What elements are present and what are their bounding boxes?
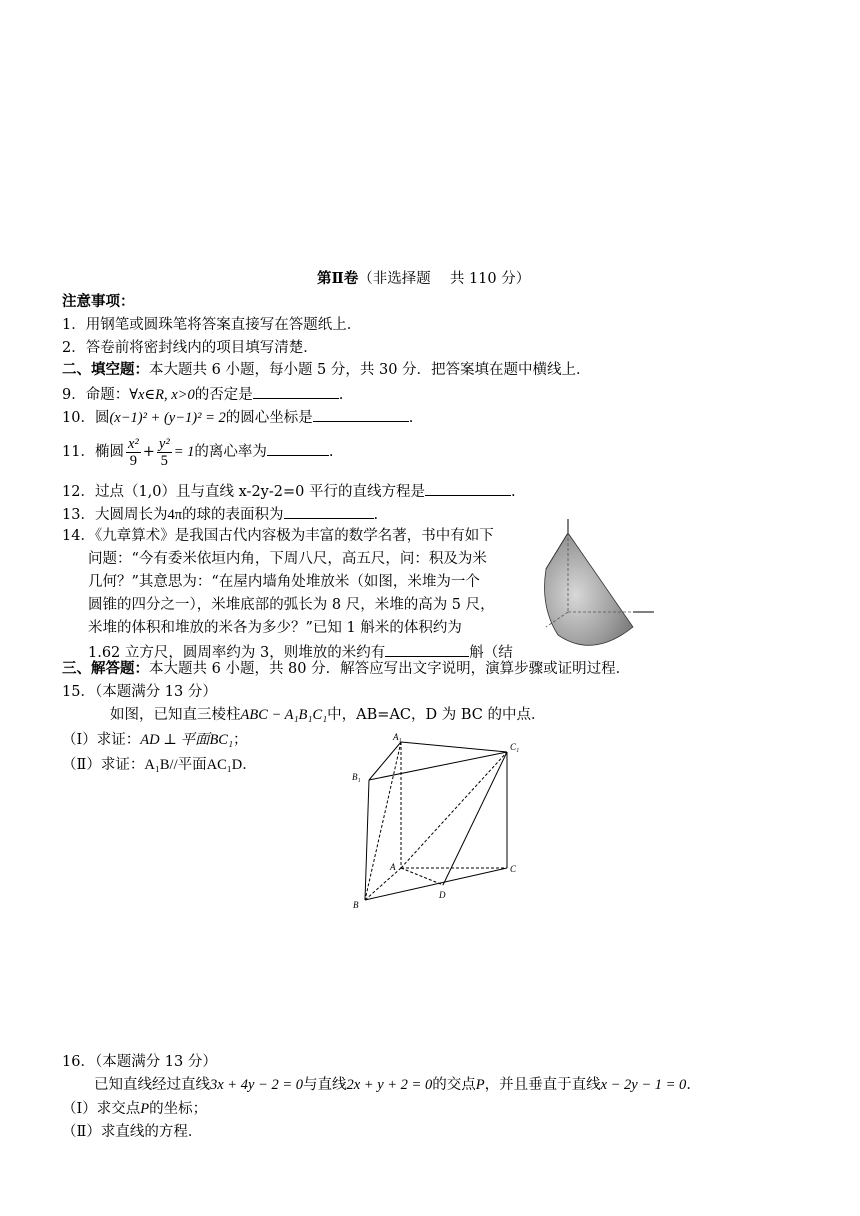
point-label: P: [475, 1077, 485, 1093]
label-B1: B₁: [352, 772, 361, 782]
question-text: 的否定是: [194, 387, 253, 403]
question-15-head: 15．（本题满分 13 分）: [62, 684, 217, 700]
label-C: C: [510, 864, 517, 874]
question-14-line-5: 米堆的体积和堆放的米各为多少？”已知 1 斛米的体积约为: [88, 620, 462, 636]
question-text: 大圆周长为: [94, 507, 168, 523]
rice-pile-cone-figure: [538, 517, 658, 667]
question-text: 斛（结: [469, 645, 513, 661]
question-text: 命题：: [85, 387, 130, 403]
label-B: B: [353, 900, 359, 910]
question-text: 1.62 立方尺，圆周率约为 3，则堆放的米约有: [88, 645, 386, 661]
answer-blank[interactable]: [253, 384, 339, 399]
answer-blank[interactable]: [425, 481, 511, 496]
math-expression: 3x + 4y − 2 = 0: [210, 1077, 303, 1093]
question-number: 13．: [62, 507, 95, 523]
question-text: 过点（1,0）且与直线 x-2y-2=0 平行的直线方程是: [94, 484, 425, 500]
question-text: 中，AB=AC，D 为 BC 的中点．: [327, 707, 546, 723]
question-14-line-3: 几何？”其意思为：“在屋内墙角处堆放米（如图，米堆为一个: [88, 574, 480, 590]
title-bold: 第Ⅱ卷: [317, 270, 359, 287]
answer-blank[interactable]: [313, 407, 409, 422]
notice-item-1: 1．用钢笔或圆珠笔将答案直接写在答题纸上．: [62, 317, 362, 333]
title-rest: （非选择题 共 110 分）: [358, 271, 531, 287]
math-expression: (x−1)² + (y−1)² = 2: [109, 410, 226, 426]
question-text: 与直线: [302, 1077, 347, 1093]
question-12: [62, 481, 516, 501]
math-expression: ∀x∈R, x>0: [129, 387, 195, 403]
question-text: 《九章算术》是我国古代内容极为丰富的数学名著，书中有如下: [94, 528, 494, 544]
fraction-numerator: y²: [158, 435, 170, 452]
question-text: 的坐标；: [149, 1101, 208, 1117]
question-text: 的圆心坐标是: [225, 410, 313, 426]
question-text: ，并且垂直于直线: [484, 1077, 601, 1093]
notice-heading: 注意事项：: [62, 293, 135, 310]
plus-sign: +: [142, 444, 155, 460]
question-number: 10．: [62, 410, 95, 426]
question-end: ．: [686, 1077, 701, 1093]
part-label: （Ⅰ）求交点: [62, 1101, 141, 1117]
section-solve: [62, 660, 630, 678]
question-number: 14．: [62, 528, 95, 544]
label-D: D: [439, 890, 446, 900]
question-number: 11．: [62, 444, 95, 460]
question-text: 已知直线经过直线: [94, 1077, 210, 1093]
question-text: 的离心率为: [194, 444, 267, 460]
question-15-intro: [110, 706, 546, 724]
math-expression: x − 2y − 1 = 0: [600, 1077, 687, 1093]
question-text: 的球的表面积为: [182, 507, 284, 523]
question-14-line-6: [88, 642, 513, 662]
question-number: 9．: [62, 387, 86, 403]
question-end: .: [408, 410, 414, 426]
label-A1: A₁: [393, 732, 402, 742]
question-end: .: [328, 444, 334, 460]
fraction-denominator: 9: [129, 452, 137, 469]
question-text: 椭圆: [94, 444, 124, 460]
question-14-line-2: 问题：“今有委米依垣内角，下周八尺，高五尺，问：积及为米: [88, 551, 487, 567]
question-text: 的交点: [432, 1077, 476, 1093]
question-text: 如图，已知直三棱柱: [110, 707, 241, 723]
section-label: 二、填空题：: [62, 361, 149, 378]
question-14-line-1: [62, 527, 494, 545]
triangular-prism-figure: [347, 730, 527, 915]
section-text: 本大题共 6 小题，共 80 分．解答应写出文字说明，演算步骤或证明过程．: [149, 661, 631, 677]
question-10: [62, 407, 413, 427]
question-9: [62, 384, 343, 404]
question-11: [62, 432, 333, 472]
math-expression: AD ⊥ 平面BC₁: [140, 732, 234, 748]
math-expression: ABC − A₁B₁C₁: [240, 707, 328, 723]
fraction-x: [126, 436, 141, 469]
question-end: .: [510, 484, 516, 500]
question-16-part-2: （Ⅱ）求直线的方程．: [62, 1124, 203, 1140]
answer-blank[interactable]: [284, 504, 374, 519]
question-15-part-2: [62, 756, 257, 774]
notice-item-2: 2．答卷前将密封线内的项目填写清楚．: [62, 340, 318, 356]
part-end: ．: [242, 757, 257, 773]
math-expression: A₁B//平面AC₁D: [144, 757, 243, 773]
answer-blank[interactable]: [267, 441, 329, 456]
section-label: 三、解答题：: [62, 660, 149, 677]
answer-blank[interactable]: [385, 642, 469, 657]
point-label: P: [140, 1101, 150, 1117]
part-label: （Ⅱ）求证：: [62, 757, 145, 773]
question-16-part-1: [62, 1100, 207, 1118]
label-C1: C₁: [510, 742, 520, 752]
fraction-denominator: 5: [160, 452, 168, 469]
section-text: 本大题共 6 小题，每小题 5 分，共 30 分．把答案填在题中横线上．: [149, 362, 591, 378]
question-number: 12．: [62, 484, 95, 500]
question-end: .: [373, 507, 379, 523]
question-13: [62, 504, 378, 524]
question-16-head: 16．（本题满分 13 分）: [62, 1054, 217, 1070]
math-expression: 2x + y + 2 = 0: [346, 1077, 433, 1093]
question-end: .: [338, 387, 344, 403]
section-fill-in: [62, 361, 591, 379]
equals-one: = 1: [173, 444, 195, 460]
question-15-part-1: [62, 731, 248, 749]
fraction-numerator: x²: [127, 435, 139, 452]
question-16-intro: [94, 1076, 701, 1094]
part-label: （Ⅰ）求证：: [62, 732, 141, 748]
label-A: A: [390, 862, 396, 872]
fraction-y: [157, 436, 172, 469]
section-title: [317, 270, 530, 288]
question-text: 圆: [94, 410, 110, 426]
math-expression: 4π: [167, 507, 183, 523]
question-14-line-4: 圆锥的四分之一），米堆底部的弧长为 8 尺，米堆的高为 5 尺，: [88, 597, 495, 613]
part-end: ；: [233, 732, 248, 748]
